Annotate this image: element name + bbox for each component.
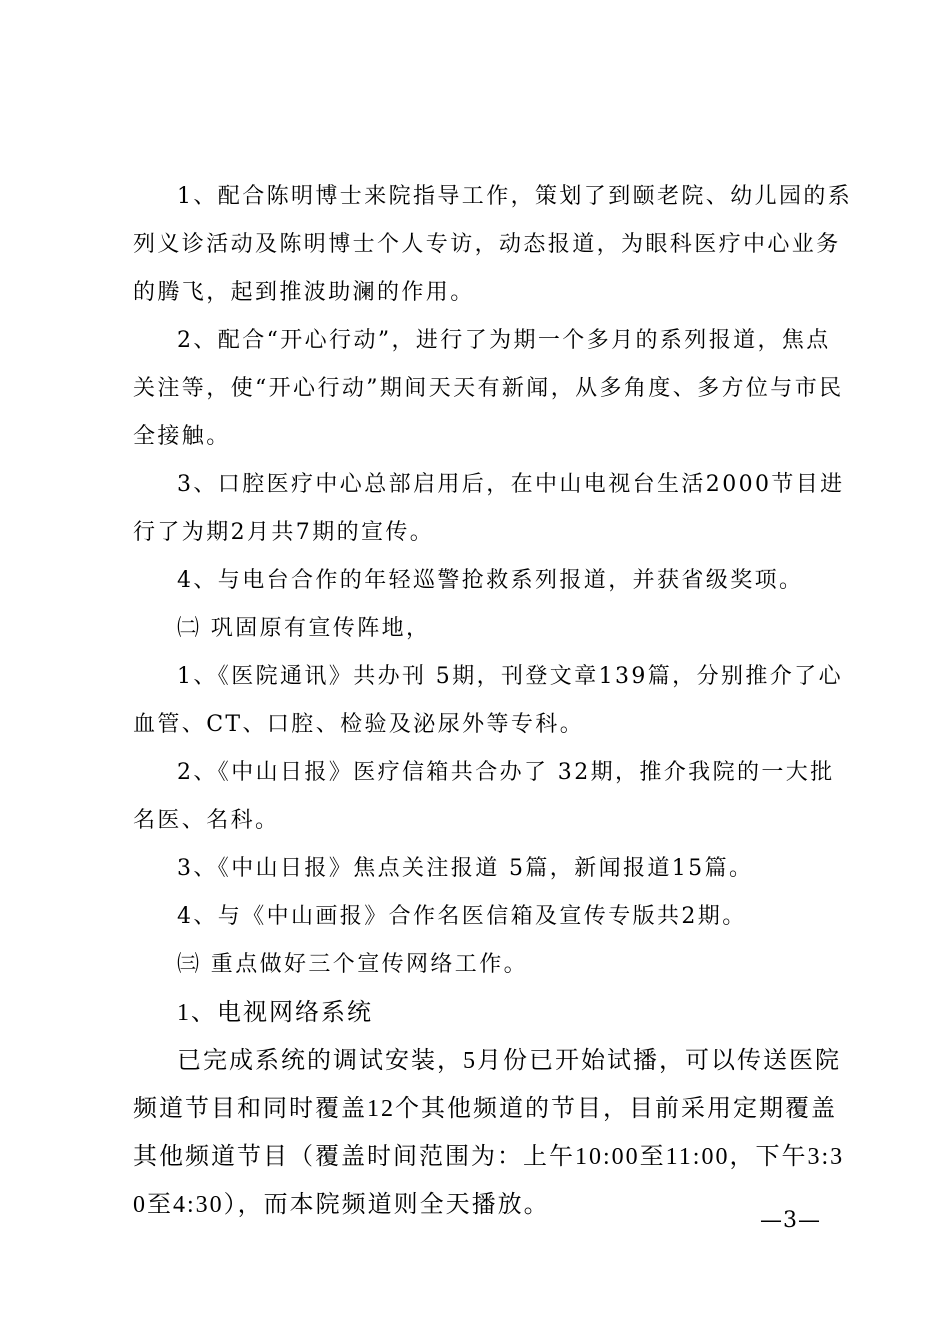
paragraph-6: 2、《中山日报》医疗信箱共合办了 32期，推介我院的一大批名医、名科。: [133, 760, 835, 833]
paragraph-7: 3、《中山日报》焦点关注报道 5篇，新闻报道15篇。: [177, 856, 754, 881]
paragraph-9: 已完成系统的调试安装，5月份已开始试播，可以传送医院频道节目和同时覆盖12个其他频道的节目，目前采用定期覆盖其他频道节目（覆盖时间范围为：上午10:00至11:00，下午3:30至4:30），而本院频道则全天播放。: [133, 1048, 845, 1218]
section-heading-3: ㈢ 重点做好三个宣传网络工作。: [177, 952, 528, 977]
subsection-heading: 1、电视网络系统: [177, 1000, 373, 1026]
page-number: —3—: [760, 1208, 821, 1233]
paragraph-2: 2、配合“开心行动”，进行了为期一个多月的系列报道，焦点关注等，使“开心行动”期间天天有新闻，从多角度、多方位与市民全接触。: [133, 328, 844, 449]
paragraph-3: 3、口腔医疗中心总部启用后，在中山电视台生活2000节目进行了为期2月共7期的宣传。: [133, 472, 845, 545]
paragraph-5: 1、《医院通讯》共办刊 5期，刊登文章139篇，分别推介了心血管、CT、口腔、检验及泌尿外等专科。: [133, 664, 843, 737]
paragraph-8: 4、与《中山画报》合作名医信箱及宣传专版共2期。: [177, 904, 747, 929]
paragraph-1: 1、配合陈明博士来院指导工作，策划了到颐老院、幼儿园的系列义诊活动及陈明博士个人专访，动态报道，为眼科医疗中心业务的腾飞，起到推波助澜的作用。: [133, 184, 853, 305]
document-body: [133, 173, 853, 1229]
paragraph-4: 4、与电台合作的年轻巡警抢救系列报道，并获省级奖项。: [177, 568, 804, 593]
section-heading-2: ㈡ 巩固原有宣传阵地，: [177, 616, 431, 641]
